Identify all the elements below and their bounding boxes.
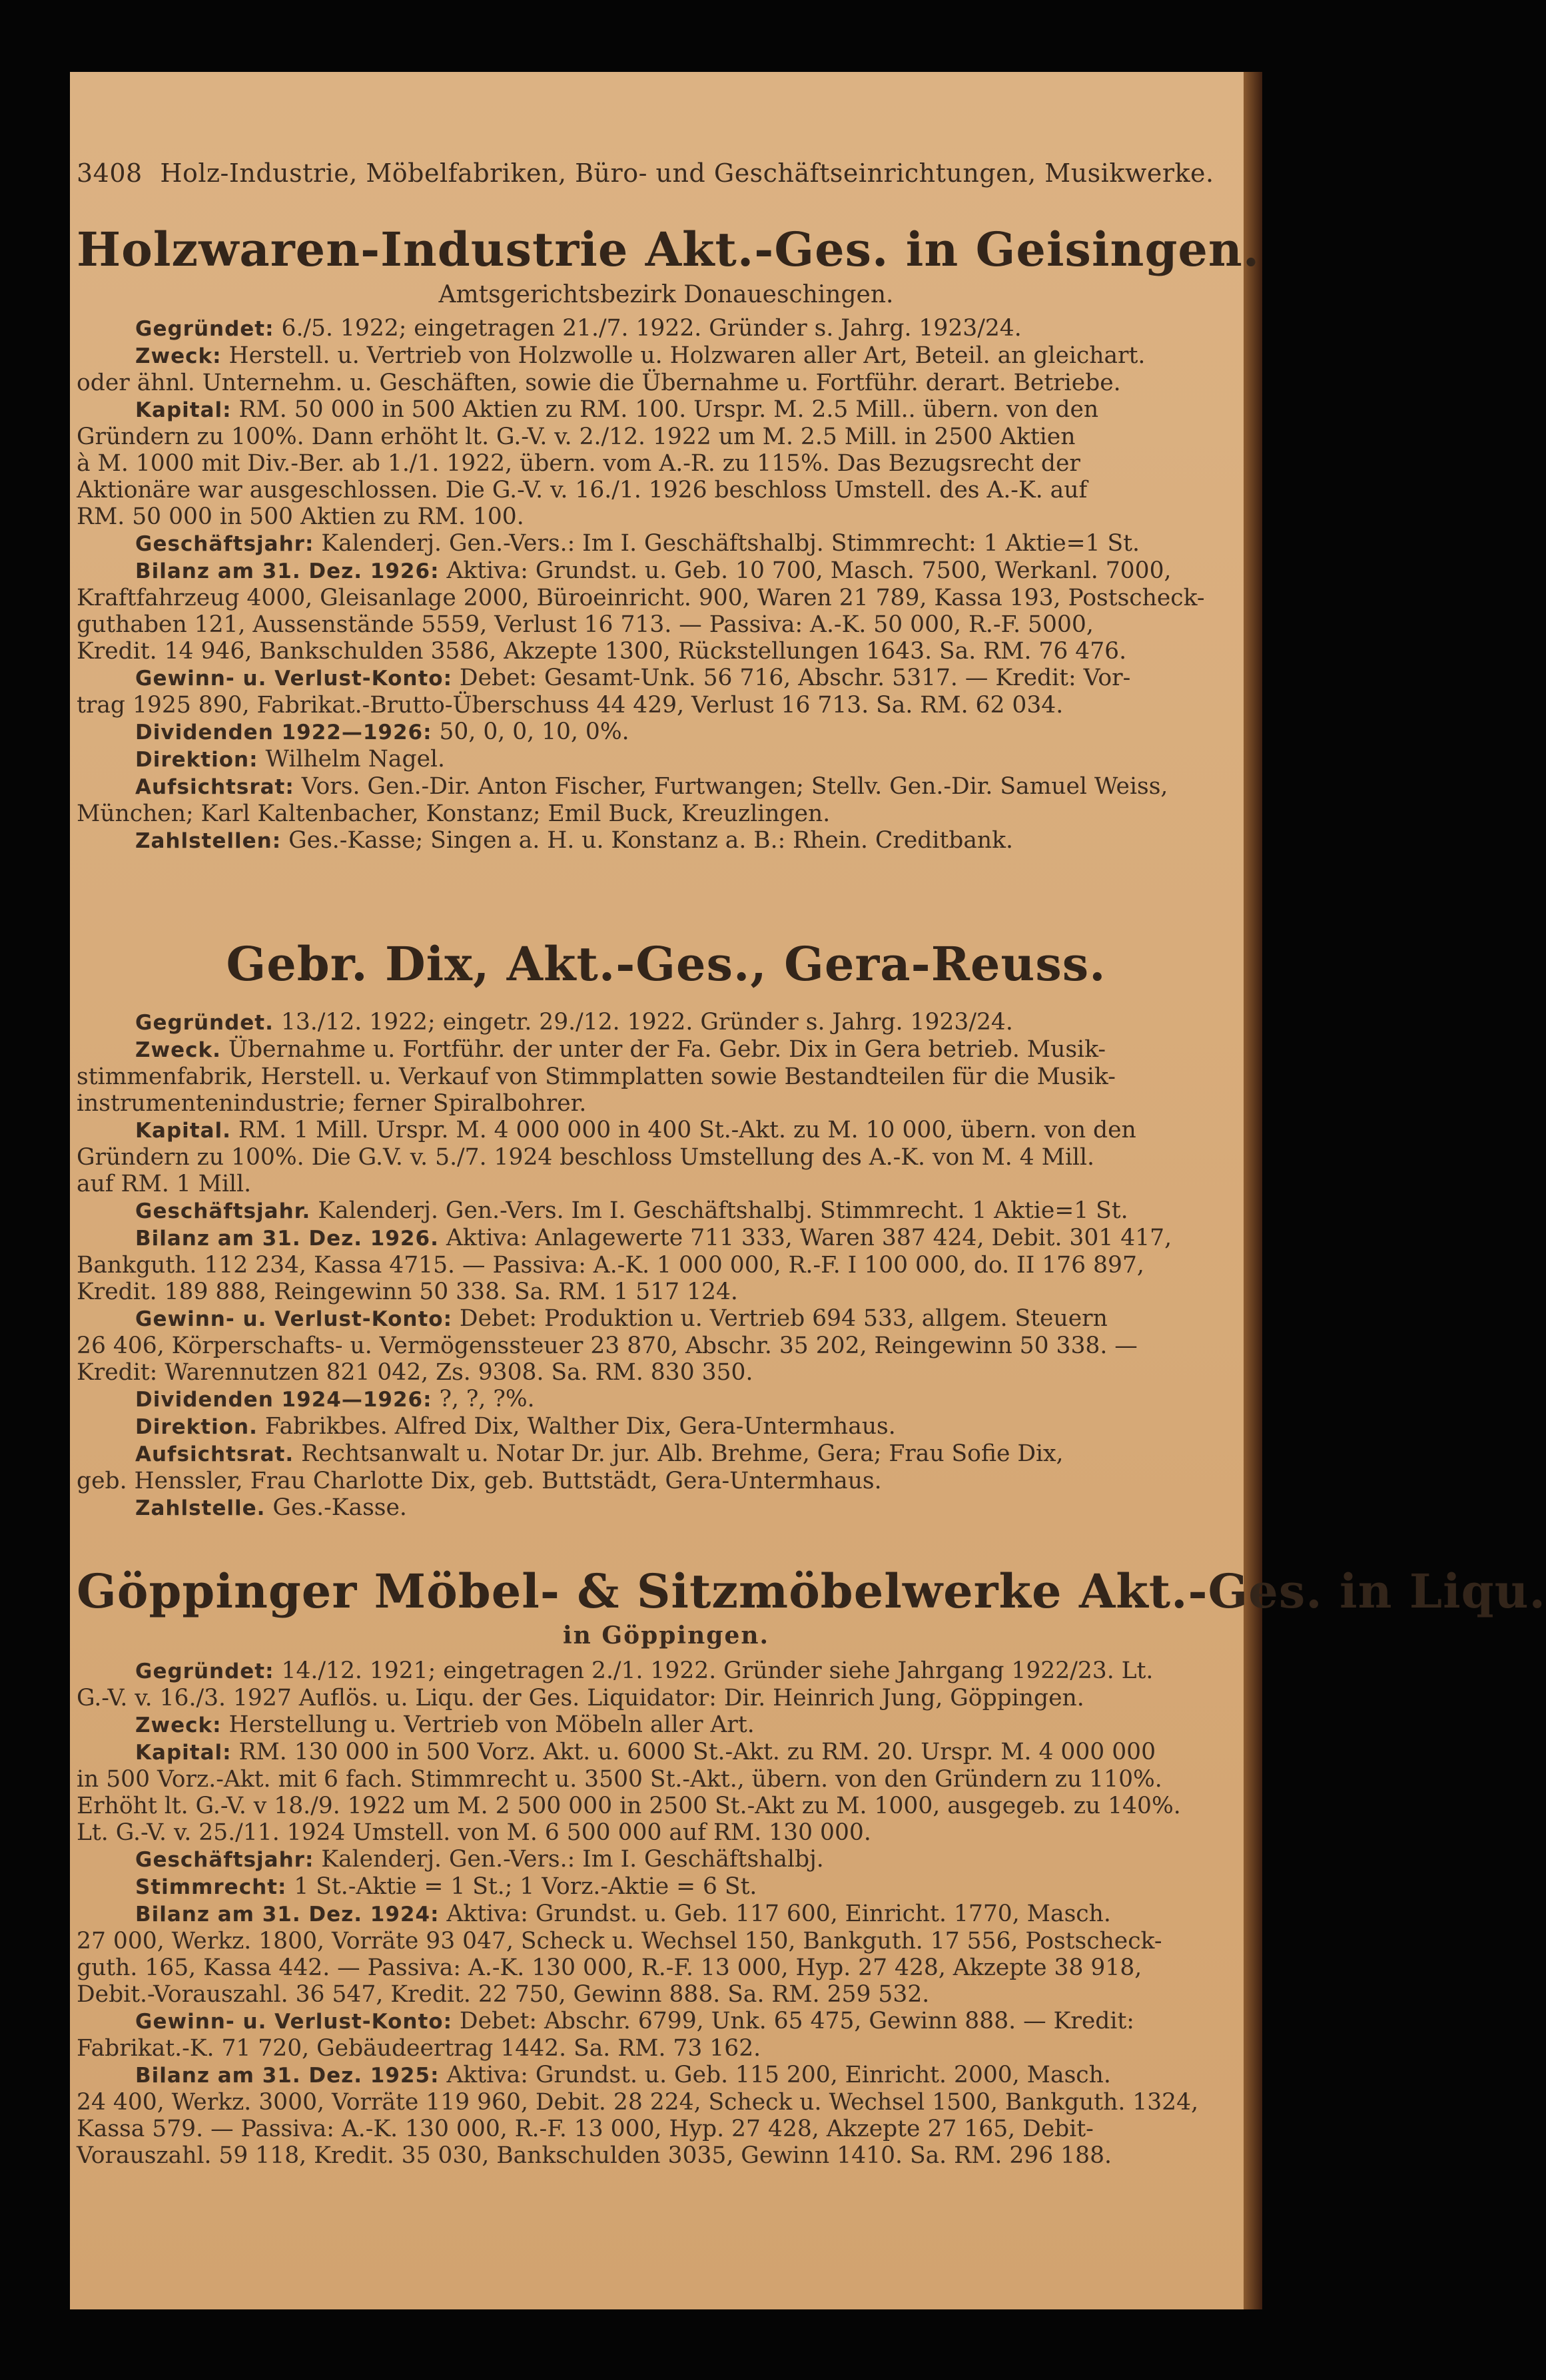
field-text: Aktiva: Grundst. u. Geb. 115 200, Einricht. 2000, Masch. [439, 2062, 1111, 2088]
field-text: 27 000, Werkz. 1800, Vorräte 93 047, Scheck u. Wechsel 150, Bankguth. 17 556, Postscheck- [77, 1928, 1162, 1954]
entry-line [77, 1819, 1256, 1846]
entry-line [77, 2035, 1256, 2062]
field-text: Kraftfahrzeug 4000, Gleisanlage 2000, Büroeinricht. 900, Waren 21 789, Kassa 193, Postscheck- [77, 585, 1205, 611]
company-title: Holzwaren-Industrie Akt.-Ges. in Geisingen. [77, 222, 1260, 277]
field-text: à M. 1000 mit Div.-Ber. ab 1./1. 1922, übern. vom A.-R. zu 115%. Das Bezugsrecht der [77, 450, 1080, 477]
entry-line [77, 396, 1256, 424]
entry-line [77, 2116, 1256, 2142]
field-text: München; Karl Kaltenbacher, Konstanz; Emil Buck, Kreuzlingen. [77, 800, 831, 827]
field-text: auf RM. 1 Mill. [77, 1171, 252, 1197]
field-text: RM. 130 000 in 500 Vorz. Akt. u. 6000 St.-Akt. zu RM. 20. Urspr. M. 4 000 000 [231, 1739, 1156, 1765]
field-label: Zweck. [135, 1038, 221, 1062]
entry-line [77, 1413, 1256, 1440]
entry-line [77, 1225, 1256, 1252]
entry-line [77, 1711, 1256, 1739]
field-text: guth. 165, Kassa 442. — Passiva: A.-K. 130 000, R.-F. 13 000, Hyp. 27 428, Akzepte 38 918, [77, 1954, 1142, 1981]
field-text: RM. 50 000 in 500 Aktien zu RM. 100. [77, 503, 524, 530]
field-text: Debet: Produktion u. Vertrieb 694 533, allgem. Steuern [452, 1305, 1108, 1332]
entry-line [77, 1090, 1256, 1117]
entry-line [77, 450, 1256, 477]
field-label: Geschäftsjahr: [135, 532, 314, 556]
entry-line [77, 477, 1256, 503]
entry-line [77, 1657, 1256, 1685]
entry-line [77, 611, 1256, 638]
entry-line [77, 1359, 1256, 1386]
entry-line [77, 1440, 1256, 1468]
entry-line [77, 800, 1256, 827]
entry-line [77, 557, 1256, 585]
company-subtitle: Amtsgerichtsbezirk Donaueschingen. [438, 281, 894, 308]
field-label: Gegründet: [135, 317, 274, 341]
field-text: Rechtsanwalt u. Notar Dr. jur. Alb. Brehme, Gera; Frau Sofie Dix, [294, 1440, 1064, 1467]
company-title: Göppinger Möbel- & Sitzmöbelwerke Akt.-Ges. in Liqu. [77, 1564, 1546, 1619]
field-label: Bilanz am 31. Dez. 1926. [135, 1227, 439, 1251]
entry-line [77, 370, 1256, 396]
entry-line [77, 1009, 1256, 1036]
field-text: Kalenderj. Gen.-Vers.: Im I. Geschäftshalbj. Stimmrecht: 1 Aktie=1 St. [314, 530, 1140, 557]
field-text: Kalenderj. Gen.-Vers. Im I. Geschäftshalbj. Stimmrecht. 1 Aktie=1 St. [310, 1197, 1128, 1224]
field-text: instrumentenindustrie; ferner Spiralbohrer. [77, 1090, 587, 1117]
field-text: 26 406, Körperschafts- u. Vermögenssteuer 23 870, Abschr. 35 202, Reingewinn 50 338. — [77, 1333, 1138, 1359]
field-text: stimmenfabrik, Herstell. u. Verkauf von Stimmplatten sowie Bestandteilen für die Musik- [77, 1063, 1116, 1090]
field-label: Bilanz am 31. Dez. 1925: [135, 2064, 440, 2088]
field-label: Zweck: [135, 344, 222, 368]
field-text: Erhöht lt. G.-V. v 18./9. 1922 um M. 2 500 000 in 2500 St.-Akt zu M. 1000, ausgegeb. zu 140%. [77, 1793, 1181, 1819]
company-entry [77, 222, 1260, 854]
field-text: RM. 50 000 in 500 Aktien zu RM. 100. Urspr. M. 2.5 Mill.. übern. von den [231, 396, 1099, 423]
entry-line [77, 1386, 1256, 1413]
entry-line [77, 665, 1256, 692]
company-body [77, 1657, 1256, 2169]
entry-line [77, 1846, 1256, 1873]
entry-line [77, 1144, 1256, 1171]
entry-line [77, 746, 1256, 773]
field-text: Kredit. 189 888, Reingewinn 50 338. Sa. RM. 1 517 124. [77, 1279, 738, 1305]
field-text: Herstellung u. Vertrieb von Möbeln aller Art. [221, 1711, 755, 1738]
company-body [77, 315, 1256, 854]
entry-line [77, 503, 1256, 530]
running-header [77, 158, 1256, 188]
field-label: Kapital: [135, 398, 232, 422]
field-text: Bankguth. 112 234, Kassa 4715. — Passiva: A.-K. 1 000 000, R.-F. I 100 000, do. II 176 897, [77, 1252, 1144, 1279]
field-label: Gegründet: [135, 1659, 274, 1683]
company-entry [77, 936, 1256, 1522]
entry-line [77, 1063, 1256, 1090]
field-text: geb. Henssler, Frau Charlotte Dix, geb. Buttstädt, Gera-Untermhaus. [77, 1468, 882, 1494]
field-label: Gewinn- u. Verlust-Konto: [135, 2010, 452, 2034]
entry-line [77, 1333, 1256, 1359]
field-label: Gewinn- u. Verlust-Konto: [135, 667, 452, 691]
field-text: Lt. G.-V. v. 25./11. 1924 Umstell. von M. 6 500 000 auf RM. 130 000. [77, 1819, 871, 1846]
field-text: Ges.-Kasse; Singen a. H. u. Konstanz a. B.: Rhein. Creditbank. [281, 827, 1014, 854]
field-label: Kapital: [135, 1741, 232, 1765]
field-label: Direktion: [135, 748, 258, 772]
field-text: Herstell. u. Vertrieb von Holzwolle u. Holzwaren aller Art, Beteil. an gleichart. [221, 342, 1146, 369]
entry-line [77, 692, 1256, 719]
entry-line [77, 1252, 1256, 1279]
field-text: Fabrikbes. Alfred Dix, Walther Dix, Gera-Untermhaus. [257, 1413, 896, 1440]
field-label: Aufsichtsrat: [135, 775, 294, 799]
entry-line [77, 719, 1256, 746]
entry-line [77, 1197, 1256, 1225]
book-page [70, 72, 1546, 2309]
running-title: Holz-Industrie, Möbelfabriken, Büro- und Geschäftseinrichtungen, Musikwerke. [160, 158, 1214, 188]
field-text: Gründern zu 100%. Die G.V. v. 5./7. 1924 beschloss Umstellung des A.-K. von M. 4 Mill. [77, 1144, 1095, 1171]
field-text: Fabrikat.-K. 71 720, Gebäudeertrag 1442. Sa. RM. 73 162. [77, 2035, 761, 2062]
field-text: trag 1925 890, Fabrikat.-Brutto-Überschuss 44 429, Verlust 16 713. Sa. RM. 62 034. [77, 692, 1064, 719]
field-label: Zahlstelle. [135, 1496, 266, 1520]
field-text: Aktiva: Grundst. u. Geb. 10 700, Masch. 7500, Werkanl. 7000, [439, 557, 1172, 584]
field-text: Übernahme u. Fortführ. der unter der Fa. Gebr. Dix in Gera betrieb. Musik- [220, 1036, 1106, 1063]
field-text: oder ähnl. Unternehm. u. Geschäften, sowie die Übernahme u. Fortführ. derart. Betriebe. [77, 370, 1121, 396]
company-subtitle: in Göppingen. [562, 1622, 770, 1649]
field-text: Debit.-Vorauszahl. 36 547, Kredit. 22 750, Gewinn 888. Sa. RM. 259 532. [77, 1981, 930, 2008]
field-label: Dividenden 1924—1926: [135, 1388, 432, 1412]
field-label: Dividenden 1922—1926: [135, 721, 432, 744]
entry-line [77, 315, 1256, 342]
field-text: Kalenderj. Gen.-Vers.: Im I. Geschäftshalbj. [314, 1846, 824, 1873]
field-label: Bilanz am 31. Dez. 1926: [135, 559, 440, 583]
entry-line [77, 2089, 1256, 2116]
entry-line [77, 1873, 1256, 1901]
page-number: 3408 [77, 158, 143, 188]
field-label: Geschäftsjahr. [135, 1199, 311, 1223]
entry-line [77, 1494, 1256, 1522]
field-text: Aktiva: Grundst. u. Geb. 117 600, Einricht. 1770, Masch. [439, 1901, 1111, 1927]
entry-line [77, 1685, 1256, 1711]
entry-line [77, 1739, 1256, 1766]
entry-line [77, 1928, 1256, 1954]
field-text: RM. 1 Mill. Urspr. M. 4 000 000 in 400 St.-Akt. zu M. 10 000, übern. von den [230, 1117, 1136, 1143]
field-label: Zweck: [135, 1713, 222, 1737]
field-text: ?, ?, ?%. [432, 1386, 535, 1412]
field-label: Bilanz am 31. Dez. 1924: [135, 1903, 440, 1927]
entry-line [77, 2142, 1256, 2169]
field-text: Ges.-Kasse. [265, 1494, 407, 1521]
field-text: Kassa 579. — Passiva: A.-K. 130 000, R.-F. 13 000, Hyp. 27 428, Akzepte 27 165, Debit- [77, 2116, 1094, 2142]
entry-line [77, 530, 1256, 557]
field-label: Zahlstellen: [135, 829, 282, 853]
field-text: Kredit: Warennutzen 821 042, Zs. 9308. Sa. RM. 830 350. [77, 1359, 753, 1386]
field-text: 14./12. 1921; eingetragen 2./1. 1922. Gründer siehe Jahrgang 1922/23. Lt. [274, 1657, 1154, 1684]
field-text: Wilhelm Nagel. [258, 746, 445, 772]
entry-line [77, 342, 1256, 370]
entry-line [77, 1901, 1256, 1928]
field-label: Aufsichtsrat. [135, 1442, 294, 1466]
field-text: Debet: Abschr. 6799, Unk. 65 475, Gewinn 888. — Kredit: [452, 2008, 1134, 2034]
field-label: Gegründet. [135, 1011, 274, 1035]
field-text: Kredit. 14 946, Bankschulden 3586, Akzepte 1300, Rückstellungen 1643. Sa. RM. 76 476. [77, 638, 1127, 665]
field-text: 1 St.-Aktie = 1 St.; 1 Vorz.-Aktie = 6 St. [286, 1873, 757, 1900]
field-text: Debet: Gesamt-Unk. 56 716, Abschr. 5317. — Kredit: Vor- [452, 665, 1131, 691]
entry-line [77, 1305, 1256, 1333]
company-body [77, 1009, 1256, 1522]
entry-line [77, 827, 1256, 854]
entry-line [77, 2008, 1256, 2035]
field-text: in 500 Vorz.-Akt. mit 6 fach. Stimmrecht u. 3500 St.-Akt., übern. von den Gründern zu 110%. [77, 1766, 1162, 1793]
entry-line [77, 1117, 1256, 1144]
field-label: Direktion. [135, 1415, 258, 1439]
field-text: G.-V. v. 16./3. 1927 Auflös. u. Liqu. der Ges. Liquidator: Dir. Heinrich Jung, Göppingen. [77, 1685, 1084, 1711]
field-label: Stimmrecht: [135, 1875, 287, 1899]
field-text: guthaben 121, Aussenstände 5559, Verlust 16 713. — Passiva: A.-K. 50 000, R.-F. 5000, [77, 611, 1094, 638]
entry-line [77, 1954, 1256, 1981]
field-text: 24 400, Werkz. 3000, Vorräte 119 960, Debit. 28 224, Scheck u. Wechsel 1500, Bankguth. 1324, [77, 2089, 1199, 2116]
entry-line [77, 1793, 1256, 1819]
field-text: Vorauszahl. 59 118, Kredit. 35 030, Bankschulden 3035, Gewinn 1410. Sa. RM. 296 188. [77, 2142, 1112, 2169]
entry-line [77, 1468, 1256, 1494]
company-title: Gebr. Dix, Akt.-Ges., Gera-Reuss. [226, 936, 1106, 992]
field-text: Aktiva: Anlagewerte 711 333, Waren 387 424, Debit. 301 417, [438, 1225, 1172, 1251]
entry-line [77, 424, 1256, 450]
field-text: 6./5. 1922; eingetragen 21./7. 1922. Gründer s. Jahrg. 1923/24. [274, 315, 1022, 342]
entry-line [77, 1036, 1256, 1063]
entry-line [77, 1766, 1256, 1793]
company-entry [77, 1564, 1546, 2169]
field-text: 13./12. 1922; eingetr. 29./12. 1922. Gründer s. Jahrg. 1923/24. [273, 1009, 1013, 1036]
entry-line [77, 773, 1256, 800]
field-label: Kapital. [135, 1119, 231, 1143]
field-text: 50, 0, 0, 10, 0%. [432, 719, 629, 745]
field-text: Aktionäre war ausgeschlossen. Die G.-V. v. 16./1. 1926 beschloss Umstell. des A.-K. auf [77, 477, 1088, 503]
field-label: Geschäftsjahr: [135, 1848, 314, 1872]
entry-line [77, 638, 1256, 665]
entry-line [77, 1171, 1256, 1197]
entry-line [77, 585, 1256, 611]
entry-line [77, 1279, 1256, 1305]
entry-line [77, 1981, 1256, 2008]
field-text: Vors. Gen.-Dir. Anton Fischer, Furtwangen; Stellv. Gen.-Dir. Samuel Weiss, [294, 773, 1168, 800]
field-text: Gründern zu 100%. Dann erhöht lt. G.-V. v. 2./12. 1922 um M. 2.5 Mill. in 2500 Aktien [77, 424, 1076, 450]
entry-line [77, 2062, 1256, 2089]
field-label: Gewinn- u. Verlust-Konto: [135, 1307, 452, 1331]
